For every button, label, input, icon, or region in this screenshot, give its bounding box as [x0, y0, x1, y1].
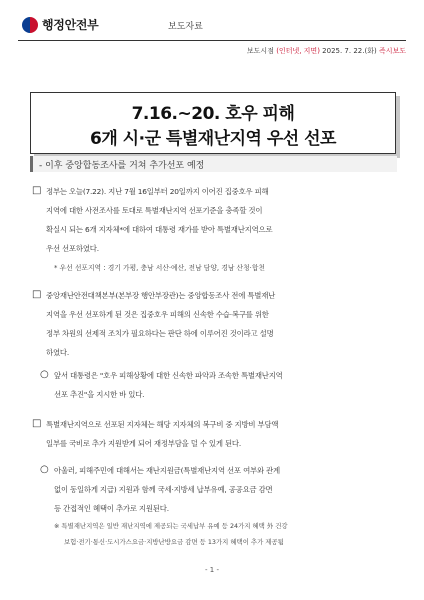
- paragraph-line: 지역을 우선 선포하게 된 것은 집중호우 피해의 신속한 수습·복구를 위한: [46, 310, 269, 319]
- paragraph-line: 아울러, 피해주민에 대해서는 재난지원금(특별재난지역 선포 여부와 관계: [54, 466, 280, 475]
- subtitle-box: [30, 156, 397, 172]
- paragraph-line: 지역에 대한 사전조사를 토대로 특별재난지역 선포기준을 충족할 것이: [46, 206, 263, 215]
- paragraph-line: 일부를 국비로 추가 지원받게 되어 재정부담을 덜 수 있게 된다.: [46, 439, 241, 448]
- circle-bullet-icon: ○: [40, 464, 49, 475]
- paragraph-3: [54, 366, 404, 404]
- release-meta: [247, 46, 406, 56]
- title-line-1: 7.16.~20. 호우 피해: [131, 104, 295, 124]
- paragraph-line: 등 간접적인 혜택이 추가로 지원된다.: [54, 504, 169, 513]
- paragraph-2: [46, 286, 406, 362]
- meta-label: 보도시점: [246, 47, 274, 55]
- meta-flag: 즉시보도: [378, 47, 406, 55]
- square-bullet-icon: □: [32, 418, 42, 429]
- title-line-2: 6개 시·군 특별재난지역 우선 선포: [90, 129, 336, 149]
- paragraph-1: [46, 182, 406, 258]
- note-line: ※ 특별재난지역은 일반 재난지역에 제공되는 국세납부 유예 등 24가지 혜택 外 건강: [54, 522, 288, 530]
- paragraph-line: 없이 동일하게 지급) 지원과 함께 국세·지방세 납부유예, 공공요금 감면: [54, 485, 273, 494]
- circle-bullet-icon: ○: [40, 369, 49, 380]
- page-number: - 1 -: [205, 566, 219, 574]
- subtitle: - 이후 중앙합동조사를 거쳐 추가선포 예정: [39, 161, 205, 171]
- meta-media: (인터넷, 지면): [276, 47, 320, 55]
- release-type: 보도자료: [168, 22, 203, 32]
- header-divider: [18, 40, 406, 41]
- paragraph-line: 우선 선포하였다.: [46, 244, 99, 253]
- paragraph-line: 정부 차원의 선제적 조치가 필요하다는 판단 하에 이루어진 것이라고 설명: [46, 329, 274, 338]
- paragraph-line: 중앙재난안전대책본부(본부장 행안부장관)는 중앙합동조사 전에 특별재난: [46, 291, 276, 300]
- title-box: [30, 92, 396, 154]
- paragraph-line: 확실시 되는 6개 지자체*에 대하여 대통령 재가를 받아 특별재난지역으로: [46, 225, 273, 234]
- meta-date: 2025. 7. 22.(화): [322, 47, 377, 55]
- paragraph-line: 앞서 대통령은 "호우 피해상황에 대한 신속한 파악과 조속한 특별재난지역: [54, 371, 283, 380]
- paragraph-line: 하였다.: [46, 348, 69, 357]
- taegeuk-emblem-icon: [22, 17, 38, 33]
- header: [18, 10, 406, 40]
- ministry-name: 행정안전부: [42, 18, 99, 32]
- square-bullet-icon: □: [32, 289, 42, 300]
- paragraph-1-note: * 우선 선포지역 : 경기 가평, 충남 서산·예산, 전남 담양, 경남 산청·합천: [54, 264, 265, 272]
- paragraph-5: [54, 461, 404, 518]
- note-line: 보험·전기·통신·도시가스요금·지방난방요금 감면 등 13가지 혜택이 추가 제공됨: [64, 538, 284, 546]
- paragraph-line: 선포 추진"을 지시한 바 있다.: [54, 390, 145, 399]
- paragraph-5-note: [54, 518, 394, 550]
- paragraph-4: [46, 415, 406, 453]
- paragraph-line: 특별재난지역으로 선포된 지자체는 해당 지자체의 복구비 중 지방비 부담액: [46, 420, 279, 429]
- square-bullet-icon: □: [32, 185, 42, 196]
- paragraph-line: 정부는 오늘(7.22). 지난 7월 16일부터 20일까지 이어진 집중호우 피해: [46, 187, 269, 196]
- ministry-logo: [22, 16, 98, 33]
